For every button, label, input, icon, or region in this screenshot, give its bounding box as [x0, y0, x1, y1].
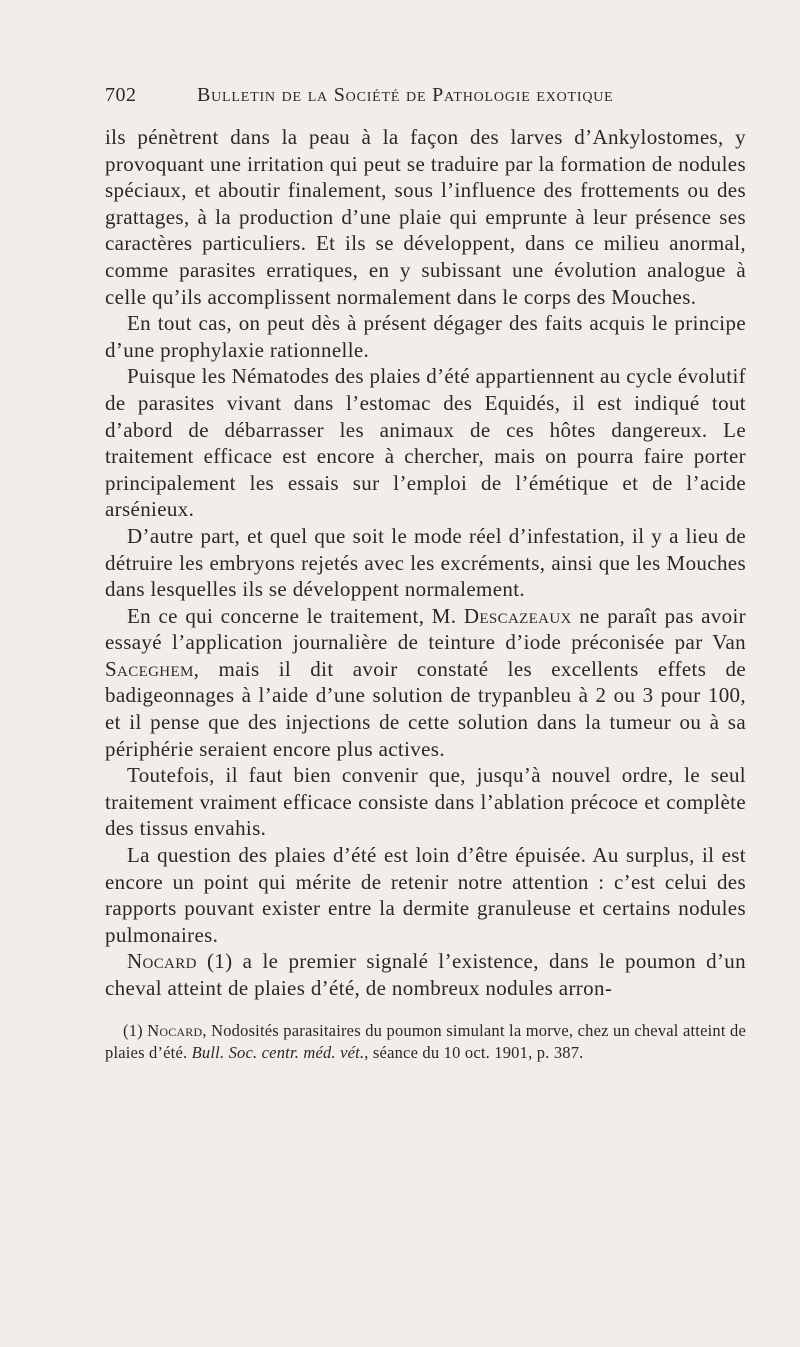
paragraph-5-text-c: , mais il dit avoir constaté les excellents effets de badigeonnages à l’aide d’une solution de trypanbleu à 2 ou 3 pour 100, et il pense que des injections de cette solution dans la tumeur ou à sa périphérie seraient encore plus actives.: [105, 656, 746, 761]
page-number: 702: [105, 84, 137, 106]
paragraph-5-text-b: ne paraît pas avoir essayé l’application journalière de teinture d’iode préconisée par Van: [105, 603, 746, 655]
body-text: [105, 124, 746, 1002]
paragraph-1-text: ils pénètrent dans la peau à la façon des larves d’Ankylostomes, y provoquant une irritation qui peut se traduire par la formation de nodules spéciaux, et aboutir finalement, sous l’influence des frottements ou des grattages, à la production d’une plaie qui emprunte à leur présence ses caractères particuliers. Et ils se développent, dans ce milieu anormal, comme parasites erratiques, en y subissant une évolution analogue à celle qu’ils accomplissent normalement dans le corps des Mouches.: [105, 125, 746, 309]
paragraph-2-text: En tout cas, on peut dès à présent dégager des faits acquis le principe d’une prophylaxie rationnelle.: [105, 311, 746, 362]
paragraph-3: [105, 363, 746, 523]
footnote-text-b: , séance du 10 oct. 1901, p. 387.: [364, 1042, 584, 1062]
footnote-text-a: , Nodosités parasitaires du poumon simulant la morve, chez un cheval atteint de plaies d’été.: [105, 1020, 746, 1062]
paragraph-7: [105, 842, 746, 948]
footnote-separator: [105, 1002, 746, 1020]
paragraph-5: [105, 603, 746, 763]
paragraph-8: [105, 948, 746, 1001]
author-name-descazeaux: Descazeaux: [463, 603, 572, 628]
footnote-author: Nocard: [147, 1020, 203, 1040]
paragraph-6: [105, 762, 746, 842]
footnote-journal: Bull. Soc. centr. méd. vét.: [191, 1042, 365, 1062]
running-title: Bulletin de la Société de Pathologie exotique: [197, 84, 614, 106]
paragraph-2: [105, 310, 746, 363]
page-header: [105, 78, 746, 118]
paragraph-5-text-a: En ce qui concerne le traitement, M.: [127, 603, 457, 628]
paragraph-7-text: La question des plaies d’été est loin d’être épuisée. Au surplus, il est encore un point qui mérite de retenir notre attention : c’est celui des rapports pouvant exister entre la dermite granuleuse et certains nodules pulmonaires.: [105, 843, 746, 947]
author-name-saceghem: Saceghem: [105, 656, 194, 681]
paragraph-8-text: (1) a le premier signalé l’existence, dans le poumon d’un cheval atteint de plaies d’été, de nombreux nodules arron-: [105, 949, 746, 1000]
paragraph-4: [105, 523, 746, 603]
footnote: [105, 1020, 746, 1064]
paragraph-1: [105, 124, 746, 310]
footnote-marker: (1): [123, 1020, 143, 1040]
paragraph-6-text: Toutefois, il faut bien convenir que, jusqu’à nouvel ordre, le seul traitement vraiment efficace consiste dans l’ablation précoce et complète des tissus envahis.: [105, 763, 746, 841]
paragraph-4-text: D’autre part, et quel que soit le mode réel d’infestation, il y a lieu de détruire les embryons rejetés avec les excréments, ainsi que les Mouches dans lesquelles ils se développent normalement.: [105, 523, 746, 602]
paragraph-3-text: Puisque les Nématodes des plaies d’été appartiennent au cycle évolutif de parasites vivant dans l’estomac des Equidés, il est indiqué tout d’abord de débarrasser les animaux de ces hôtes dangereux. Le traitement efficace est encore à chercher, mais on pourra faire porter principalement les essais sur l’emploi de l’émétique et de l’acide arsénieux.: [105, 364, 746, 522]
author-name-nocard: Nocard: [127, 949, 197, 974]
